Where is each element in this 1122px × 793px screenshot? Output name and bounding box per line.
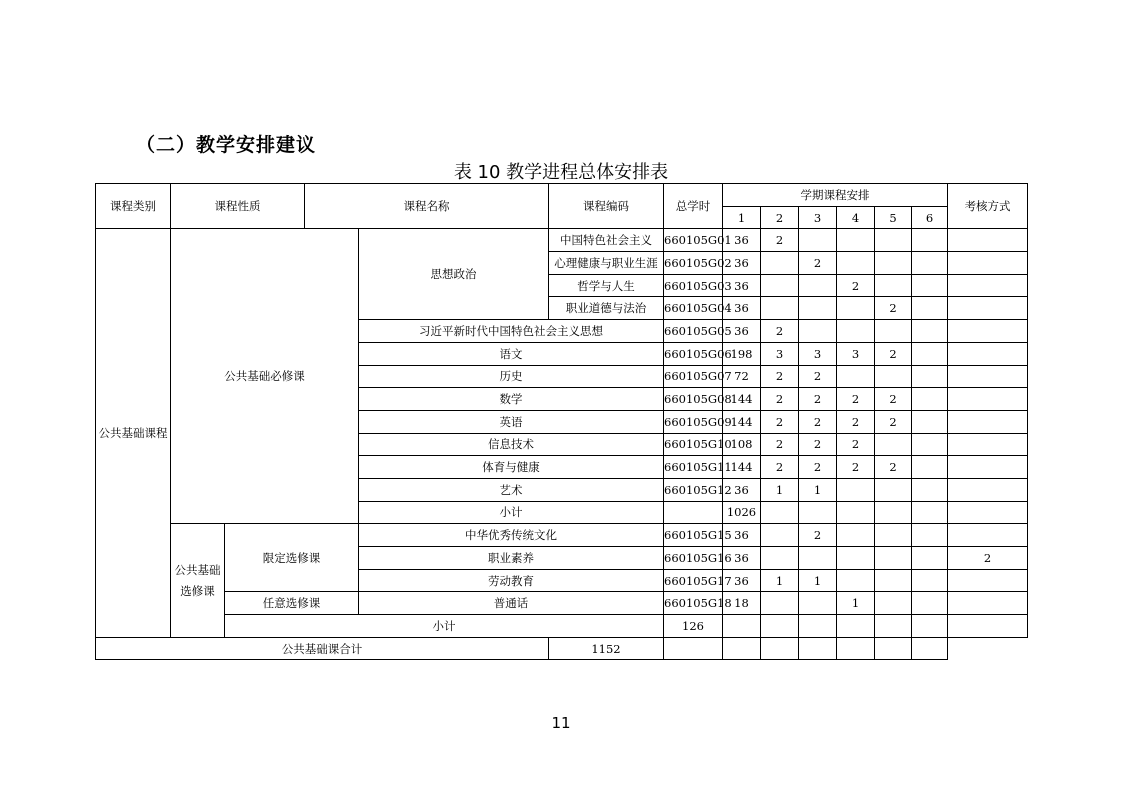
semester-cell [948, 342, 1028, 365]
semester-cell [837, 547, 875, 570]
semester-cell: 2 [837, 456, 875, 479]
semester-cell [912, 274, 948, 297]
semester-cell: 2 [875, 297, 912, 320]
course-hours: 144 [723, 388, 761, 411]
semester-cell: 1 [799, 478, 837, 501]
course-hours: 72 [723, 365, 761, 388]
semester-cell [875, 547, 912, 570]
semester-cell: 2 [799, 524, 837, 547]
semester-cell [875, 433, 912, 456]
semester-2: 2 [761, 206, 799, 229]
empty-cell [837, 615, 875, 638]
semester-cell [799, 547, 837, 570]
course-code: 660105G10 [664, 433, 723, 456]
empty-cell [664, 637, 723, 660]
semester-cell [761, 274, 799, 297]
page-number: 11 [551, 714, 571, 732]
semester-cell [912, 524, 948, 547]
semester-cell [948, 297, 1028, 320]
empty-cell [948, 615, 1028, 638]
semester-cell: 2 [799, 365, 837, 388]
course-name: 数学 [359, 388, 664, 411]
limited-elective-label: 限定选修课 [225, 524, 359, 592]
semester-cell: 2 [837, 433, 875, 456]
course-name: 劳动教育 [359, 569, 664, 592]
empty-cell [948, 501, 1028, 524]
semester-cell [837, 297, 875, 320]
course-name: 信息技术 [359, 433, 664, 456]
nature-elective: 公共基础选修课 [171, 524, 225, 637]
subtotal-hours: 1026 [723, 501, 761, 524]
semester-cell: 2 [761, 388, 799, 411]
course-code: 660105G02 [664, 252, 723, 275]
semester-cell [948, 478, 1028, 501]
header-category: 课程类别 [96, 184, 171, 229]
semester-1: 1 [723, 206, 761, 229]
semester-cell [761, 524, 799, 547]
course-name: 体育与健康 [359, 456, 664, 479]
table-caption: 表 10 教学进程总体安排表 [453, 162, 669, 183]
section-heading: （二）教学安排建议 [136, 134, 317, 156]
semester-cell: 2 [799, 433, 837, 456]
empty-cell [761, 615, 799, 638]
course-hours: 36 [723, 252, 761, 275]
course-name: 职业道德与法治 [549, 297, 664, 320]
course-name: 艺术 [359, 478, 664, 501]
table-row [96, 524, 1028, 547]
semester-cell [948, 274, 1028, 297]
semester-cell [837, 229, 875, 252]
semester-3: 3 [799, 206, 837, 229]
semester-cell [912, 365, 948, 388]
course-name: 哲学与人生 [549, 274, 664, 297]
semester-cell [799, 274, 837, 297]
empty-cell [912, 637, 948, 660]
grand-total-hours: 1152 [549, 637, 664, 660]
semester-cell: 2 [761, 456, 799, 479]
semester-cell [912, 388, 948, 411]
subtotal-label: 小计 [359, 501, 664, 524]
semester-cell [875, 569, 912, 592]
semester-cell [948, 229, 1028, 252]
semester-cell [837, 524, 875, 547]
empty-cell [723, 637, 761, 660]
course-code: 660105G08 [664, 388, 723, 411]
semester-cell [875, 478, 912, 501]
course-code: 660105G07 [664, 365, 723, 388]
semester-cell [799, 297, 837, 320]
semester-cell: 2 [761, 433, 799, 456]
semester-cell: 2 [799, 252, 837, 275]
semester-cell [837, 320, 875, 343]
semester-cell [948, 592, 1028, 615]
course-hours: 36 [723, 524, 761, 547]
semester-cell [912, 478, 948, 501]
course-hours: 144 [723, 456, 761, 479]
subtotal-label: 小计 [225, 615, 664, 638]
semester-cell [948, 569, 1028, 592]
semester-cell [912, 342, 948, 365]
semester-cell [799, 592, 837, 615]
semester-cell: 2 [875, 388, 912, 411]
empty-cell [875, 501, 912, 524]
teaching-plan-table [95, 183, 1028, 660]
empty-cell [761, 637, 799, 660]
header-course-code: 课程编码 [549, 184, 664, 229]
semester-cell [948, 410, 1028, 433]
course-hours: 36 [723, 569, 761, 592]
semester-4: 4 [837, 206, 875, 229]
table-row [96, 592, 1028, 615]
semester-cell: 2 [875, 342, 912, 365]
semester-cell: 1 [799, 569, 837, 592]
empty-cell [799, 615, 837, 638]
empty-cell [723, 615, 761, 638]
semester-cell: 1 [761, 569, 799, 592]
semester-cell [948, 524, 1028, 547]
semester-cell [912, 433, 948, 456]
semester-cell [761, 252, 799, 275]
course-code: 660105G12 [664, 478, 723, 501]
course-code: 660105G05 [664, 320, 723, 343]
semester-cell [912, 547, 948, 570]
semester-cell [875, 252, 912, 275]
semester-cell: 1 [761, 478, 799, 501]
header-course-name: 课程名称 [305, 184, 549, 229]
course-hours: 108 [723, 433, 761, 456]
empty-cell [875, 637, 912, 660]
semester-cell [912, 592, 948, 615]
semester-cell [948, 388, 1028, 411]
semester-cell [875, 524, 912, 547]
course-name: 英语 [359, 410, 664, 433]
semester-cell [912, 297, 948, 320]
semester-cell: 2 [875, 456, 912, 479]
semester-cell [761, 547, 799, 570]
grand-total-label: 公共基础课合计 [96, 637, 549, 660]
course-hours: 144 [723, 410, 761, 433]
semester-cell [875, 320, 912, 343]
course-hours: 18 [723, 592, 761, 615]
free-elective-label: 任意选修课 [225, 592, 359, 615]
semester-cell [948, 456, 1028, 479]
empty-cell [912, 615, 948, 638]
empty-cell [799, 637, 837, 660]
course-name: 中华优秀传统文化 [359, 524, 664, 547]
semester-cell: 2 [799, 410, 837, 433]
course-code: 660105G18 [664, 592, 723, 615]
course-hours: 36 [723, 547, 761, 570]
semester-cell [948, 433, 1028, 456]
course-code: 660105G09 [664, 410, 723, 433]
semester-cell: 2 [837, 274, 875, 297]
semester-6: 6 [912, 206, 948, 229]
semester-cell: 2 [948, 547, 1028, 570]
course-name: 语文 [359, 342, 664, 365]
semester-cell [837, 365, 875, 388]
course-name: 普通话 [359, 592, 664, 615]
empty-cell [875, 615, 912, 638]
course-hours: 36 [723, 229, 761, 252]
ideology-group-label: 思想政治 [359, 229, 549, 320]
semester-cell [912, 320, 948, 343]
semester-cell [837, 252, 875, 275]
semester-cell: 2 [875, 410, 912, 433]
empty-cell [761, 501, 799, 524]
semester-cell [948, 252, 1028, 275]
semester-cell [875, 229, 912, 252]
empty-cell [799, 501, 837, 524]
semester-cell: 2 [761, 365, 799, 388]
semester-cell [799, 320, 837, 343]
table-row [96, 229, 1028, 252]
semester-cell [912, 252, 948, 275]
course-code: 660105G11 [664, 456, 723, 479]
semester-cell [875, 592, 912, 615]
semester-cell: 2 [761, 229, 799, 252]
semester-5: 5 [875, 206, 912, 229]
course-hours: 36 [723, 274, 761, 297]
course-hours: 36 [723, 478, 761, 501]
header-row [96, 184, 1028, 207]
semester-cell: 3 [837, 342, 875, 365]
semester-cell: 2 [837, 388, 875, 411]
category-public-foundation: 公共基础课程 [96, 229, 171, 637]
course-name: 心理健康与职业生涯 [549, 252, 664, 275]
empty-cell [912, 501, 948, 524]
header-assessment: 考核方式 [948, 184, 1028, 229]
course-code: 660105G06 [664, 342, 723, 365]
semester-cell: 1 [837, 592, 875, 615]
empty-cell [664, 501, 723, 524]
semester-cell [948, 320, 1028, 343]
semester-cell: 3 [761, 342, 799, 365]
course-code: 660105G17 [664, 569, 723, 592]
empty-cell [837, 501, 875, 524]
header-semester-plan: 学期课程安排 [723, 184, 948, 207]
course-name: 习近平新时代中国特色社会主义思想 [359, 320, 664, 343]
semester-cell [912, 229, 948, 252]
semester-cell [912, 456, 948, 479]
empty-cell [837, 637, 875, 660]
table-row [96, 615, 1028, 638]
semester-cell [761, 297, 799, 320]
semester-cell [912, 569, 948, 592]
course-name: 中国特色社会主义 [549, 229, 664, 252]
semester-cell [761, 592, 799, 615]
course-name: 历史 [359, 365, 664, 388]
semester-cell: 2 [837, 410, 875, 433]
course-code: 660105G16 [664, 547, 723, 570]
semester-cell: 2 [799, 388, 837, 411]
course-hours: 198 [723, 342, 761, 365]
semester-cell [948, 365, 1028, 388]
semester-cell [875, 274, 912, 297]
header-nature: 课程性质 [171, 184, 305, 229]
semester-cell: 2 [761, 410, 799, 433]
header-total-hours: 总学时 [664, 184, 723, 229]
semester-cell [837, 569, 875, 592]
course-code: 660105G03 [664, 274, 723, 297]
semester-cell [912, 410, 948, 433]
course-hours: 36 [723, 297, 761, 320]
semester-cell [799, 229, 837, 252]
course-name: 职业素养 [359, 547, 664, 570]
semester-cell: 2 [799, 456, 837, 479]
course-code: 660105G15 [664, 524, 723, 547]
semester-cell: 2 [761, 320, 799, 343]
course-code: 660105G04 [664, 297, 723, 320]
nature-required: 公共基础必修课 [171, 229, 359, 524]
semester-cell [875, 365, 912, 388]
course-hours: 36 [723, 320, 761, 343]
semester-cell: 3 [799, 342, 837, 365]
semester-cell [837, 478, 875, 501]
subtotal-hours: 126 [664, 615, 723, 638]
course-code: 660105G01 [664, 229, 723, 252]
table-row [96, 637, 1028, 660]
